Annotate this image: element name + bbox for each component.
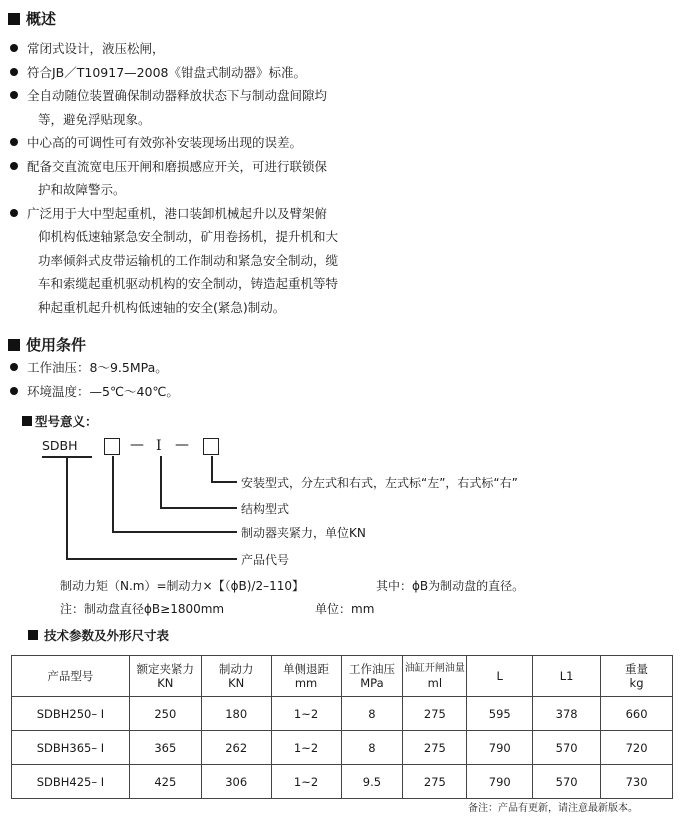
bullet-dot-icon [10, 209, 18, 217]
unit-note: 单位：mm [315, 602, 375, 616]
table-cell: 8 [341, 697, 403, 731]
overview-item: 常闭式设计，液压松闸， [10, 37, 610, 61]
table-header-cell: 重量 kg [601, 656, 673, 697]
overview-item-continuation: 车和索缆起重机驱动机构的安全制动，铸造起重机等特 [38, 276, 339, 291]
label-product-code: 产品代号 [241, 553, 290, 567]
bullet-dot-icon [10, 44, 18, 52]
table-header-cell: 油缸开闸油量 ml [403, 656, 467, 697]
table-header-cell: 产品型号 [12, 656, 130, 697]
table-header-cell: L [467, 656, 533, 697]
table-cell: 660 [601, 697, 673, 731]
model-prefix: SDBH [42, 438, 78, 453]
overview-item-continuation: 种起重机起升机构低速轴的安全(紧急)制动。 [38, 299, 286, 315]
table-header-cell: 额定夹紧力 KN [129, 656, 201, 697]
table-cell: 365 [129, 731, 201, 765]
overview-item: 全自动随位装置确保制动器释放状态下与制动盘间隙均 [10, 84, 610, 108]
conditions-heading [8, 334, 86, 355]
table-cell: 1~2 [271, 731, 341, 765]
dash-1: — [130, 437, 144, 453]
table-cell: 790 [467, 731, 533, 765]
structure-type-mark: I [156, 438, 162, 454]
formula: 制动力矩（N.m）=制动力×【（ϕB)/2–110】 [60, 579, 305, 593]
install-type-box [203, 438, 219, 455]
table-row [12, 697, 673, 731]
bullet-dot-icon [10, 363, 18, 371]
table-cell: 250 [129, 697, 201, 731]
condition-item: 工作油压：8～9.5MPa。 [10, 356, 179, 380]
table-cell: 262 [201, 731, 271, 765]
table-cell: SDBH250– I [12, 697, 130, 731]
connector-line [112, 531, 237, 533]
overview-list [10, 37, 610, 319]
square-bullet-icon [22, 416, 32, 426]
connector-line [211, 456, 213, 482]
overview-title: 概述 [26, 10, 57, 28]
square-bullet-icon [8, 13, 20, 25]
overview-item: 符合JB／T10917—2008《钳盘式制动器》标准。 [10, 61, 610, 85]
table-cell: SDBH425– I [12, 765, 130, 799]
table-cell: 275 [403, 697, 467, 731]
table-row [12, 765, 673, 799]
connector-line [112, 456, 114, 532]
table-cell: 425 [129, 765, 201, 799]
square-bullet-icon [28, 630, 38, 640]
table-cell: 275 [403, 731, 467, 765]
overview-item-continuation: 等，避免浮贴现象。 [38, 111, 151, 127]
bullet-dot-icon [10, 162, 18, 170]
diameter-note: 注：制动盘直径ϕB≥1800mm [60, 602, 225, 616]
table-cell: SDBH365– I [12, 731, 130, 765]
connector-line [66, 558, 237, 560]
table-cell: 1~2 [271, 697, 341, 731]
connector-line [211, 481, 237, 483]
table-header-cell: 制动力 KN [201, 656, 271, 697]
dash-2: — [175, 437, 189, 453]
table-cell: 275 [403, 765, 467, 799]
table-cell: 180 [201, 697, 271, 731]
table-cell: 570 [533, 731, 601, 765]
square-bullet-icon [8, 339, 20, 351]
overview-item-continuation: 护和故障警示。 [38, 182, 126, 197]
table-cell: 790 [467, 765, 533, 799]
table-cell: 730 [601, 765, 673, 799]
bullet-dot-icon [10, 68, 18, 76]
table-cell: 1~2 [271, 765, 341, 799]
overview-item: 中心高的可调性可有效弥补安装现场出现的误差。 [10, 131, 610, 155]
specs-table [11, 655, 673, 799]
conditions-list [10, 356, 179, 403]
table-header-row [12, 656, 673, 697]
table-cell: 570 [533, 765, 601, 799]
table-cell: 595 [467, 697, 533, 731]
table-header-cell: 工作油压 MPa [341, 656, 403, 697]
specs-title: 技术参数及外形尺寸表 [44, 628, 170, 643]
table-cell: 8 [341, 731, 403, 765]
overview-item: 广泛用于大中型起重机，港口装卸机械起升以及臂架俯 [10, 202, 610, 226]
connector-line [66, 458, 68, 559]
label-structure-type: 结构型式 [241, 502, 290, 516]
table-cell: 9.5 [341, 765, 403, 799]
label-install-type: 安装型式，分左式和右式，左式标“左”，右式标“右” [241, 476, 518, 490]
specs-heading [28, 626, 169, 644]
table-cell: 306 [201, 765, 271, 799]
bullet-dot-icon [10, 91, 18, 99]
conditions-title: 使用条件 [26, 336, 87, 354]
table-row [12, 731, 673, 765]
overview-item: 配备交直流宽电压开闸和磨损感应开关，可进行联锁保 [10, 155, 610, 179]
model-title: 型号意义： [35, 414, 98, 429]
label-clamp-force: 制动器夹紧力，单位KN [241, 526, 366, 540]
overview-item-continuation: 功率倾斜式皮带运输机的工作制动和紧急安全制动，缆 [38, 252, 339, 268]
table-header-cell: 单侧退距 mm [271, 656, 341, 697]
bullet-dot-icon [10, 138, 18, 146]
condition-item: 环境温度：—5℃～40℃。 [10, 380, 179, 404]
overview-item-continuation: 仰机构低速轴紧急安全制动，矿用卷扬机，提升机和大 [38, 229, 339, 244]
table-header-cell: L1 [533, 656, 601, 697]
specs-footnote: 备注：产品有更新，请注意最新版本。 [468, 803, 638, 814]
bullet-dot-icon [10, 387, 18, 395]
table-cell: 378 [533, 697, 601, 731]
clamp-force-box [104, 438, 120, 455]
connector-line [160, 456, 162, 508]
table-cell: 720 [601, 731, 673, 765]
formula-note: 其中：ϕB为制动盘的直径。 [376, 579, 525, 593]
connector-line [160, 507, 237, 509]
model-heading [22, 412, 98, 430]
overview-heading [8, 8, 56, 29]
